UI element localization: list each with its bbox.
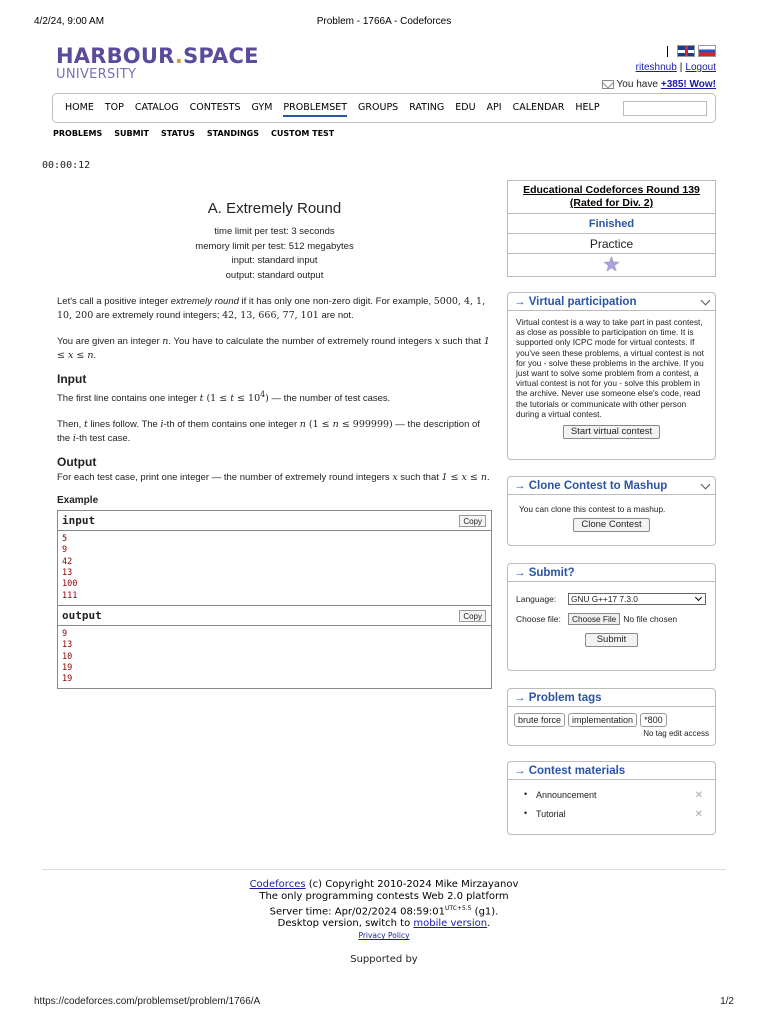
- copy-output-button[interactable]: Copy: [459, 610, 486, 622]
- submenu-submit[interactable]: SUBMIT: [114, 129, 149, 138]
- contest-materials-title: → Contest materials: [514, 765, 626, 777]
- material-announcement[interactable]: • Announcement ✕: [524, 790, 707, 809]
- submit-button[interactable]: Submit: [585, 633, 639, 647]
- sample-output-label: output: [62, 608, 102, 622]
- logo-line-2: UNIVERSITY: [56, 67, 137, 82]
- submenu-problems[interactable]: PROBLEMS: [53, 129, 103, 138]
- sample-output-content: [58, 626, 491, 688]
- harbour-space-logo[interactable]: [56, 44, 259, 82]
- server-time: Server time: Apr/02/2024 $08:59:01^{UTC+5.5}$ (g1).: [269, 905, 499, 918]
- problem-statement: [57, 200, 492, 689]
- copy-input-button[interactable]: Copy: [459, 515, 486, 527]
- print-url: https://codeforces.com/problemset/problem/1766/A: [34, 996, 261, 1007]
- supported-by: Supported by: [350, 954, 418, 965]
- submit-title: → Submit?: [514, 567, 575, 579]
- sample-input-line: 111: [62, 590, 78, 601]
- tag-implementation[interactable]: implementation: [568, 713, 637, 727]
- search-input[interactable]: [623, 101, 707, 116]
- chevron-down-icon[interactable]: [701, 296, 711, 306]
- sample-output-line: 10: [62, 651, 73, 662]
- clone-contest-text: You can clone this contest to a mashup.: [519, 504, 666, 514]
- sample-input-label: input: [62, 514, 96, 528]
- codeforces-link[interactable]: Codeforces: [249, 879, 306, 890]
- input-paragraph-1: The first line contains one integer t $(1 \le t \le 10^4)$ — the number of test cases.: [57, 390, 391, 405]
- close-icon: ✕: [694, 809, 703, 820]
- menu-home[interactable]: HOME: [65, 102, 94, 113]
- menu-groups[interactable]: GROUPS: [358, 102, 399, 113]
- print-page-number: 1/2: [720, 996, 734, 1007]
- user-links: riteshnub | Logout: [635, 62, 716, 73]
- menu-problemset[interactable]: PROBLEMSET: [283, 102, 347, 117]
- mail-icon: [602, 80, 614, 89]
- menu-rating[interactable]: RATING: [409, 102, 445, 113]
- choose-file-button[interactable]: Choose File: [568, 613, 620, 625]
- menu-contests[interactable]: CONTESTS: [189, 102, 241, 113]
- logo-line-1: HARBOUR.SPACE: [56, 44, 259, 68]
- virtual-participation-title: → Virtual participation: [514, 296, 637, 308]
- example-title: Example: [57, 495, 99, 507]
- submit-panel: [507, 563, 716, 671]
- virtual-participation-panel: [507, 292, 716, 460]
- contest-name-link[interactable]: Educational Codeforces Round 139 (Rated for Div. 2): [523, 184, 700, 209]
- close-icon: ✕: [694, 790, 703, 801]
- user-box: [516, 44, 716, 91]
- menu-edu[interactable]: EDU: [455, 102, 476, 113]
- tag-brute-force[interactable]: brute force: [514, 713, 565, 727]
- memory-limit: memory limit per test: 512 megabytes: [195, 240, 354, 252]
- sample-input-line: 100: [62, 579, 78, 590]
- contest-materials-panel: [507, 761, 716, 835]
- sample-input-line: 42: [62, 556, 73, 567]
- output-section-title: Output: [57, 455, 97, 470]
- clone-contest-button[interactable]: Clone Contest: [573, 518, 649, 532]
- input-paragraph-2: Then, t lines follow. The i-th of them contains one integer n (1 ≤ n ≤ 999999) — the description of the i-th test case.: [57, 419, 480, 445]
- timer: 00:00:12: [42, 160, 91, 171]
- menu-api[interactable]: API: [486, 102, 502, 113]
- input-file: input: standard input: [231, 255, 318, 266]
- sample-input-box: [57, 510, 492, 606]
- sample-input-line: 5: [62, 534, 68, 545]
- print-date: 4/2/24, 9:00 AM: [34, 16, 105, 27]
- clone-contest-title: → Clone Contest to Mashup: [514, 480, 668, 492]
- chevron-down-icon[interactable]: [701, 480, 711, 490]
- language-label: Language:: [516, 594, 557, 604]
- sample-output-box: [57, 606, 492, 689]
- sample-output-line: 13: [62, 640, 73, 651]
- menu-catalog[interactable]: CATALOG: [134, 102, 179, 113]
- sample-input-line: 13: [62, 568, 73, 579]
- logout-link[interactable]: Logout: [685, 62, 716, 73]
- contest-mode: Practice: [508, 234, 715, 254]
- menu-top[interactable]: TOP: [104, 102, 124, 113]
- chevron-down-icon: [695, 594, 702, 601]
- input-section-title: Input: [57, 372, 87, 386]
- file-status: No file chosen: [623, 614, 678, 624]
- no-tag-edit-access: No tag edit access: [643, 729, 709, 738]
- problem-title: A. Extremely Round: [207, 200, 342, 217]
- second-level-menu: [53, 129, 346, 138]
- output-file: output: standard output: [225, 269, 324, 281]
- star-icon[interactable]: ★: [602, 254, 621, 276]
- contest-status: Finished: [508, 214, 715, 234]
- footer-platform: The only programming contests Web 2.0 platform: [259, 891, 509, 902]
- footer-divider: [42, 869, 726, 870]
- material-tutorial[interactable]: • Tutorial ✕: [524, 809, 707, 828]
- time-limit: time limit per test: 3 seconds: [214, 226, 335, 237]
- sample-input-line: 9: [62, 545, 68, 556]
- sample-output-line: 19: [62, 674, 73, 685]
- menu-help[interactable]: HELP: [575, 102, 600, 113]
- ru-flag-icon[interactable]: [698, 45, 716, 57]
- main-menu: [52, 93, 716, 123]
- print-title: Problem - 1766A - Codeforces: [316, 16, 452, 27]
- print-footer: [34, 996, 734, 1010]
- submenu-custom-test[interactable]: CUSTOM TEST: [270, 129, 335, 138]
- output-paragraph: For each test case, print one integer — the number of extremely round integers x such that 1 ≤ x ≤ n.: [57, 472, 490, 484]
- submenu-standings[interactable]: STANDINGS: [206, 129, 259, 138]
- problem-tags-title: → Problem tags: [514, 692, 602, 704]
- virtual-participation-text: Virtual contest is a way to take part in past contest, as close as possible to participation on time. It is supported only ICPC mode for virtual contests. If you've seen these problems, a virtual contest is not for you - solve these problems in the archive. If you just want to solve some problem from a contest, a virtual contest is not for you - solve this problem in the archive. Never use someone else's code, read the tutorials or communicate with other person during a virtual contest.: [516, 317, 704, 419]
- tag-difficulty[interactable]: *800: [640, 713, 667, 727]
- page-footer: Codeforces (c) Copyright 2010-2024 Mike Mirzayanov The only programming contests Web 2.0 platform Server time: Apr/02/2024 $08:59:01^{UTC+5.5}$ (g1). Desktop version, switch to mobile version. Privacy Policy: [0, 879, 768, 942]
- sample-input-content: [58, 531, 491, 605]
- choose-file-label: Choose file:: [516, 614, 561, 625]
- language-select[interactable]: GNU G++17 7.3.0: [568, 593, 706, 605]
- print-header: [34, 16, 734, 30]
- username-link[interactable]: riteshnub: [635, 62, 677, 73]
- start-virtual-contest-button[interactable]: Start virtual contest: [563, 425, 660, 439]
- legend-paragraph-2: You are given an integer n. You have to calculate the number of extremely round integers x such that 1 ≤ x ≤ n.: [57, 336, 490, 361]
- clone-contest-panel: [507, 476, 716, 546]
- legend-paragraph-1: Let's call a positive integer extremely round if it has only one non-zero digit. For example, 5000, 4, 1, 10, 200 are extremely round integers; 42, 13, 666, 77, 101 are not.: [57, 296, 486, 321]
- uk-flag-icon[interactable]: [677, 45, 695, 57]
- sample-output-line: 19: [62, 662, 73, 673]
- mobile-version-link[interactable]: mobile version: [413, 918, 488, 930]
- contest-info-box: [507, 180, 716, 277]
- language-flags: [516, 44, 716, 58]
- rating-change-link[interactable]: +385! Wow!: [660, 79, 716, 90]
- rating-change-notice: You have +385! Wow!: [516, 78, 716, 91]
- menu-calendar[interactable]: CALENDAR: [512, 102, 565, 113]
- menu-gym[interactable]: GYM: [251, 102, 273, 113]
- problem-tags-panel: [507, 688, 716, 746]
- submenu-status[interactable]: STATUS: [160, 129, 195, 138]
- sample-output-line: 9: [62, 628, 68, 639]
- privacy-policy-link[interactable]: Privacy Policy: [358, 931, 410, 941]
